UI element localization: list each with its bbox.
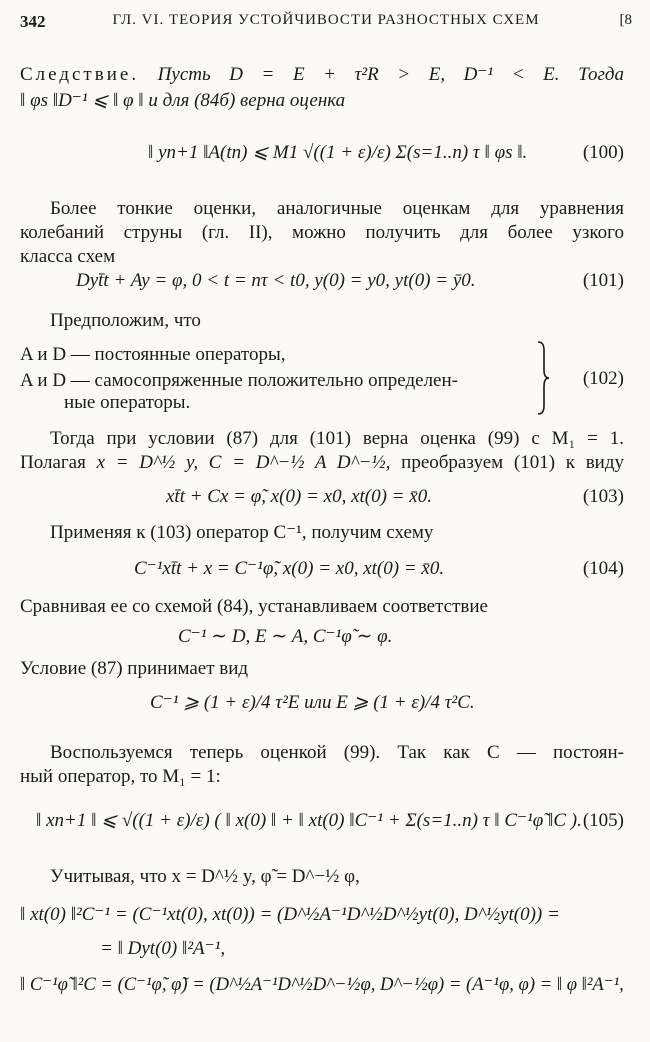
formula-number-100: (100) — [582, 142, 624, 163]
corollary-statement: Пусть D = E + τ²R > E, D⁻¹ < E. Тогда — [157, 64, 625, 85]
formula-condition: C⁻¹ ⩾ (1 + ε)/4 τ²E или E ⩾ (1 + ε)/4 τ²C. — [150, 692, 475, 713]
formula-101: Dyt̄t + Ay = φ, 0 < t = nτ < t0, y(0) = y0, yt(0) = ȳ0. — [76, 270, 476, 291]
paragraph-line — [20, 450, 624, 476]
equation-line-2: = ‖ Dyt(0) ‖²A⁻¹, — [100, 938, 226, 959]
page-number: 342 — [20, 12, 46, 31]
formula-number-104: (104) — [582, 558, 624, 579]
equation-line-3: ‖ C⁻¹φ̃ ‖²C = (C⁻¹φ̃, φ̃) = (D^½A⁻¹D^½D^−½φ, D^−½φ) = (A⁻¹φ, φ) = ‖ φ ‖²A⁻¹, — [20, 974, 624, 995]
paragraph-line: Более тонкие оценки, аналогичные оценкам для уравнения — [50, 198, 624, 219]
paragraph-line: класса схем — [20, 246, 116, 267]
text-segment: Полагая — [20, 452, 86, 473]
formula-number-105: (105) — [582, 810, 624, 831]
paragraph-line: Применяя к (103) оператор C⁻¹, получим схему — [50, 522, 434, 543]
formula-number-103: (103) — [582, 486, 624, 507]
fold-mark: [8 — [619, 12, 632, 28]
paragraph-line: Учитывая, что x = D^½ y, φ̃ = D^−½ φ, — [50, 866, 360, 887]
paragraph-line: Сравнивая ее со схемой (84), устанавливаем соответствие — [20, 596, 488, 617]
formula-number-102: (102) — [582, 368, 624, 389]
running-title: ГЛ. VI. ТЕОРИЯ УСТОЙЧИВОСТИ РАЗНОСТНЫХ СХЕМ — [112, 12, 540, 28]
formula-correspondence: C⁻¹ ∼ D, E ∼ A, C⁻¹φ̃ ∼ φ. — [178, 626, 393, 647]
condition-a: A и D — постоянные операторы, — [20, 344, 286, 365]
right-brace-icon — [536, 340, 550, 416]
condition-b-line-1: A и D — самосопряженные положительно определен- — [20, 370, 458, 391]
text-segment: преобразуем (101) к виду — [401, 452, 624, 473]
inline-formula: x = D^½ y, C = D^−½ A D^−½, — [96, 452, 391, 473]
formula-104: C⁻¹xt̄t + x = C⁻¹φ̃, x(0) = x0, xt(0) = x̄0. — [134, 558, 445, 579]
corollary-word: Следствие. — [20, 64, 140, 85]
paragraph-line: Тогда при условии (87) для (101) верна оценка (99) с M₁ = 1. — [50, 428, 624, 449]
formula-100: ‖ yn+1 ‖A(tn) ⩽ M1 √((1 + ε)/ε) Σ(s=1..n) τ ‖ φs ‖. — [148, 142, 528, 163]
paragraph-line: Условие (87) принимает вид — [20, 658, 249, 679]
paragraph-line: Воспользуемся теперь оценкой (99). Так как C — постоян- — [50, 742, 624, 763]
paragraph-line: Предположим, что — [50, 310, 201, 331]
equation-line-1: ‖ xt(0) ‖²C⁻¹ = (C⁻¹xt(0), xt(0)) = (D^½A⁻¹D^½D^½yt(0), D^½yt(0)) = — [20, 904, 560, 925]
formula-103: xt̄t + Cx = φ̃, x(0) = x0, xt(0) = x̄0. — [166, 486, 432, 507]
condition-b-line-2: ные операторы. — [64, 392, 191, 413]
running-header — [20, 12, 632, 38]
corollary-line-1 — [20, 62, 624, 88]
paragraph-line: ный оператор, то M₁ = 1: — [20, 766, 221, 787]
formula-105: ‖ xn+1 ‖ ⩽ √((1 + ε)/ε) ( ‖ x(0) ‖ + ‖ xt(0) ‖C⁻¹ + Σ(s=1..n) τ ‖ C⁻¹φ̃ ‖C ). — [36, 810, 582, 831]
formula-number-101: (101) — [582, 270, 624, 291]
corollary-line-2: ‖ φs ‖D⁻¹ ⩽ ‖ φ ‖ и для (84б) верна оценка — [20, 90, 346, 111]
paragraph-line: колебаний струны (гл. II), можно получить для более узкого — [20, 222, 624, 243]
